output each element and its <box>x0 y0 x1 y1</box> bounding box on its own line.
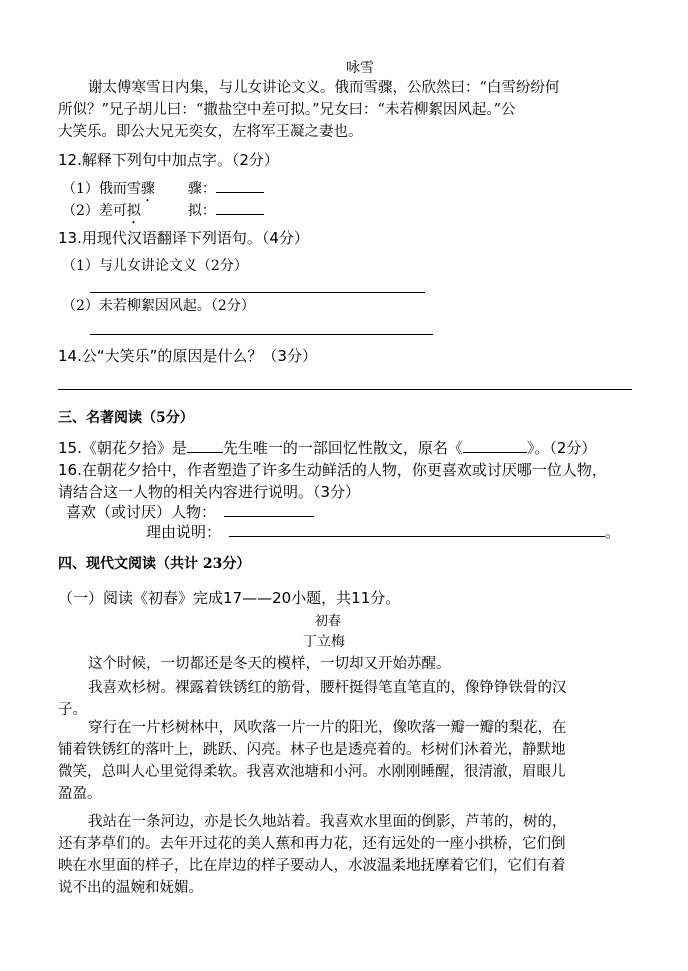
essay-paragraph-2-line-1: 我喜欢杉树。裸露着铁锈红的筋骨，腰杆挺得笔直笔直的，像铮铮铁骨的汉 <box>88 680 567 696</box>
q13-item-2-answer-line[interactable] <box>90 334 433 335</box>
poem-paragraph-line-2: 所似？”兄子胡儿曰：“撒盐空中差可拟。”兄女曰：“未若柳絮因风起。”公 <box>58 102 516 118</box>
q12-item-2-label: 拟： <box>187 203 216 219</box>
essay-paragraph-3-line-3: 微笑，总叫人心里觉得柔软。我喜欢池塘和小河。水刚刚睡醒，很清澈，眉眼儿 <box>58 764 566 780</box>
q12-item-1-sentence: （1）俄而雪 <box>62 181 141 197</box>
q16-like-blank[interactable] <box>224 502 314 517</box>
essay-paragraph-4-line-3: 映在水里面的样子，比在岸边的样子要动人，水波温柔地抚摩着它们，它们有着 <box>58 858 566 874</box>
q16-reason-blank[interactable] <box>229 522 605 537</box>
essay-paragraph-3-line-4: 盈盈。 <box>58 786 102 802</box>
q12-item-2 <box>62 200 264 227</box>
q16-like-row <box>66 502 314 522</box>
q16-line-1: 16.在朝花夕拾中，作者塑造了许多生动鲜活的人物，你更喜欢或讨厌哪一位人物， <box>58 461 607 479</box>
q15-text-a: 15.《朝花夕拾》是 <box>58 439 187 457</box>
q16-like-label: 喜欢（或讨厌）人物： <box>66 503 217 521</box>
essay-paragraph-1: 这个时候，一切都还是冬天的模样，一切却又开始苏醒。 <box>88 656 451 672</box>
q13-item-2: （2）未若柳絮因风起。（2分） <box>62 298 255 314</box>
q14-answer-line[interactable] <box>58 389 632 390</box>
section-4-part-1: （一）阅读《初春》完成17——20小题，共11分。 <box>58 589 401 607</box>
q16-line-2: 请结合这一人物的相关内容进行说明。（3分） <box>58 483 361 501</box>
section-3-heading: 三、名著阅读（5分） <box>58 410 194 426</box>
q12-item-2-answer-blank[interactable] <box>216 200 264 215</box>
q12-item-1-dotted-char: 骤 <box>140 181 155 197</box>
essay-author: 丁立梅 <box>303 634 345 650</box>
q13-title: 13.用现代汉语翻译下列语句。（4分） <box>58 229 309 247</box>
q16-reason-label: 理由说明： <box>146 523 222 541</box>
essay-paragraph-4-line-2: 还有茅草们的。去年开过花的美人蕉和再力花，还有远处的一座小拱桥，它们倒 <box>58 836 566 852</box>
q16-reason-row <box>146 522 620 542</box>
poem-title: 咏雪 <box>346 60 374 76</box>
q15-original-title-blank[interactable] <box>463 438 527 453</box>
q12-item-2-dotted-char: 拟 <box>126 203 141 219</box>
q14-title: 14.公“大笑乐”的原因是什么？（3分） <box>58 347 317 365</box>
q15-text-c: 》。（2分） <box>526 439 597 457</box>
q15-author-blank[interactable] <box>187 438 223 453</box>
essay-paragraph-3-line-1: 穿行在一片杉树林中，风吹落一片一片的阳光，像吹落一瓣一瓣的梨花，在 <box>88 720 567 736</box>
q12-item-1-label: 骤： <box>187 181 216 197</box>
essay-paragraph-4-line-4: 说不出的温婉和妩媚。 <box>58 880 203 896</box>
q12-item-1-answer-blank[interactable] <box>216 178 264 193</box>
q15-text-b: 先生唯一的一部回忆性散文，原名《 <box>222 439 463 457</box>
q12-item-2-sentence: （2）差可 <box>62 203 127 219</box>
essay-title: 初春 <box>315 614 342 629</box>
q12-title: 12.解释下列句中加点字。（2分） <box>58 151 279 169</box>
essay-paragraph-3-line-2: 铺着铁锈红的落叶上，跳跃、闪亮。林子也是透亮着的。杉树们沐着光，静默地 <box>58 742 566 758</box>
essay-paragraph-2-line-2: 子。 <box>58 702 87 718</box>
q13-item-1-answer-line[interactable] <box>90 292 425 293</box>
poem-paragraph-line-1: 谢太傅寒雪日内集，与儿女讲论文义。俄而雪骤，公欣然曰：“白雪纷纷何 <box>88 80 560 96</box>
section-4-heading: 四、现代文阅读（共计 23分） <box>58 556 251 572</box>
essay-paragraph-4-line-1: 我站在一条河边，亦是长久地站着。我喜欢水里面的倒影，芦苇的，树的， <box>88 814 567 830</box>
poem-paragraph-line-3: 大笑乐。即公大兄无奕女，左将军王凝之妻也。 <box>58 124 363 140</box>
q15 <box>58 438 596 458</box>
q16-reason-end: 。 <box>605 523 621 541</box>
q13-item-1: （1）与儿女讲论文义（2分） <box>62 258 248 274</box>
